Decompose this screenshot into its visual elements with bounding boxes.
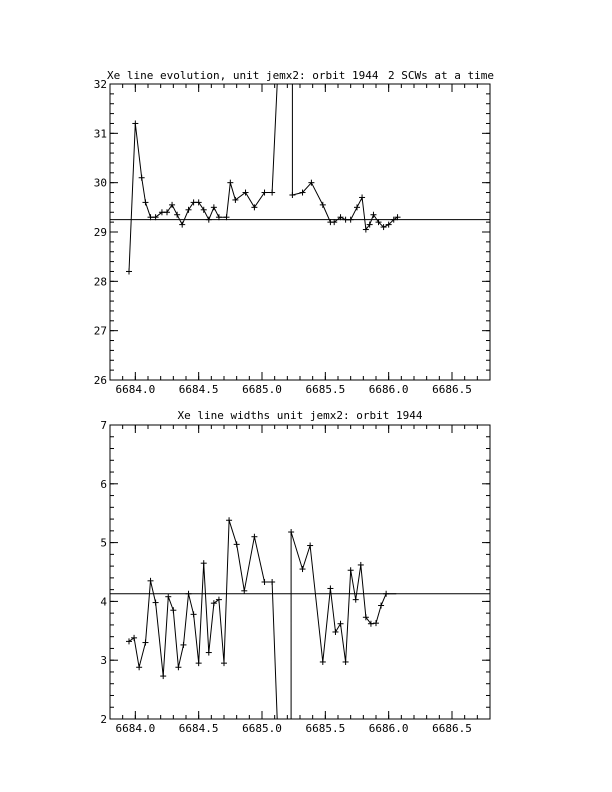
x-tick-label: 6686.0 <box>368 722 409 735</box>
y-tick-label: 5 <box>100 536 107 550</box>
x-tick-label: 6686.5 <box>432 383 472 396</box>
ticks <box>110 84 490 380</box>
data-point <box>180 642 186 648</box>
data-point <box>348 217 354 223</box>
data-point <box>370 212 376 218</box>
data-point <box>142 640 148 646</box>
y-tick-label: 7 <box>100 419 107 432</box>
data-point <box>142 199 148 205</box>
series-group <box>126 517 396 719</box>
data-point <box>175 664 181 670</box>
data-point <box>211 204 217 210</box>
data-point <box>126 638 132 644</box>
xe-line-widths-chart <box>100 409 490 735</box>
chart-title: Xe line evolution, unit jemx2: orbit 1944 <box>107 69 379 82</box>
data-point <box>307 543 313 549</box>
series-line <box>129 84 398 272</box>
data-point <box>221 660 227 666</box>
data-point <box>201 560 207 566</box>
data-point <box>206 650 212 656</box>
data-point <box>289 192 295 198</box>
data-point <box>354 204 360 210</box>
x-tick-label: 6685.0 <box>242 722 282 735</box>
data-point <box>359 194 365 200</box>
x-tick-label: 6684.0 <box>115 722 156 735</box>
x-tick-label: 6686.0 <box>368 383 409 396</box>
data-point <box>136 664 142 670</box>
y-tick-label: 27 <box>93 324 107 338</box>
x-tick-label: 6684.5 <box>178 722 219 735</box>
data-point <box>383 591 389 597</box>
series-group <box>126 84 401 274</box>
data-point <box>126 268 132 274</box>
y-tick-label: 32 <box>93 78 107 91</box>
data-point <box>191 611 197 617</box>
y-tick-label: 2 <box>100 713 107 726</box>
data-point <box>320 202 326 208</box>
data-point <box>148 578 154 584</box>
data-point <box>196 660 202 666</box>
x-tick-label: 6684.5 <box>178 383 219 396</box>
data-point <box>206 217 212 223</box>
data-point <box>186 591 192 597</box>
data-point <box>343 659 349 665</box>
data-point <box>251 204 257 210</box>
y-tick-label: 30 <box>93 176 107 190</box>
plot-frame <box>110 425 490 719</box>
data-point <box>174 212 180 218</box>
series-line <box>129 520 396 719</box>
data-point <box>196 199 202 205</box>
data-point <box>332 629 338 635</box>
data-point <box>300 566 306 572</box>
x-tick-label: 6686.5 <box>432 722 472 735</box>
data-point <box>327 585 333 591</box>
chart-subtitle: 2 SCWs at a time <box>388 69 494 82</box>
plot-frame <box>110 84 490 380</box>
data-point <box>211 600 217 606</box>
data-point <box>320 659 326 665</box>
data-point <box>179 222 185 228</box>
data-point <box>234 541 240 547</box>
data-point <box>269 579 275 585</box>
y-tick-label: 4 <box>100 595 107 609</box>
data-point <box>262 579 268 585</box>
data-point <box>201 207 207 213</box>
x-tick-label: 6685.0 <box>242 383 282 396</box>
chart-title: Xe line widths unit jemx2: orbit 1944 <box>177 409 423 422</box>
y-tick-label: 31 <box>93 127 107 141</box>
data-point <box>226 517 232 523</box>
data-point <box>338 621 344 627</box>
data-point <box>132 120 138 126</box>
data-point <box>186 207 192 213</box>
data-point <box>160 673 166 679</box>
x-tick-labels <box>115 722 471 735</box>
data-point <box>165 594 171 600</box>
data-point <box>288 529 294 535</box>
data-point <box>164 209 170 215</box>
data-point <box>251 534 257 540</box>
data-point <box>169 202 175 208</box>
y-tick-label: 6 <box>100 477 107 491</box>
data-point <box>269 190 275 196</box>
data-point <box>378 603 384 609</box>
data-point <box>216 597 222 603</box>
y-tick-labels <box>100 419 107 726</box>
data-point <box>153 600 159 606</box>
data-point <box>262 190 268 196</box>
x-tick-labels <box>115 383 471 396</box>
xe-line-evolution-chart <box>94 69 494 396</box>
data-point <box>170 607 176 613</box>
x-tick-label: 6684.0 <box>115 383 156 396</box>
y-tick-labels <box>94 78 107 387</box>
data-point <box>358 562 364 568</box>
ticks <box>110 425 490 719</box>
data-point <box>373 620 379 626</box>
data-point <box>227 180 233 186</box>
data-point <box>353 597 359 603</box>
data-point <box>241 588 247 594</box>
x-tick-label: 6685.5 <box>305 383 346 396</box>
y-tick-label: 26 <box>93 374 107 387</box>
y-tick-label: 29 <box>93 226 107 239</box>
data-point <box>348 567 354 573</box>
y-tick-label: 3 <box>100 654 107 668</box>
data-point <box>139 175 145 181</box>
y-tick-label: 28 <box>93 275 107 289</box>
x-tick-label: 6685.5 <box>305 722 346 735</box>
